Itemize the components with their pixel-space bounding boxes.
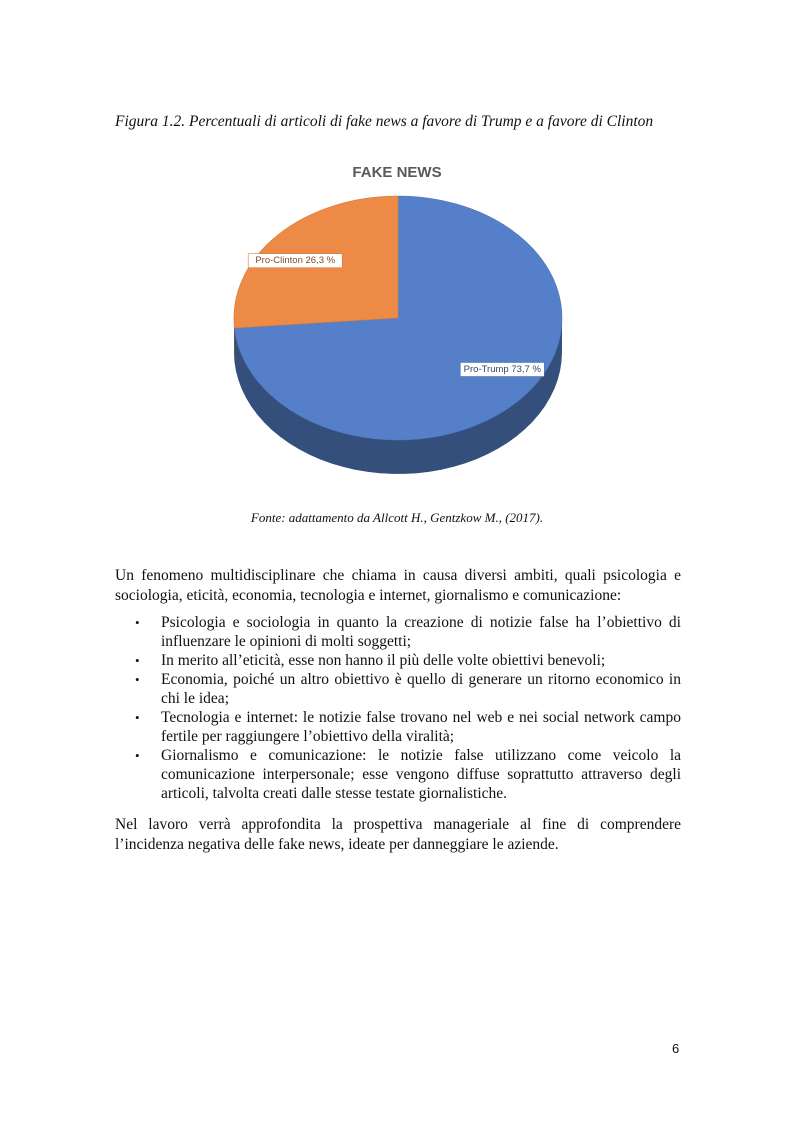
list-item: • Tecnologia e internet: le notizie false trovano nel web e nei social network campo fertile per raggiungere l’obiettivo della viralità; [135, 709, 681, 745]
bullet-icon: • [135, 615, 140, 630]
list-item: • In merito all’eticità, esse non hanno il più delle volte obiettivi benevoli; [135, 652, 606, 669]
data-label-pro-trump [460, 363, 544, 377]
list-item: • Economia, poiché un altro obiettivo è quello di generare un ritorno economico in chi le idea; [135, 671, 681, 707]
svg-text:Pro-Trump 73,7 %: Pro-Trump 73,7 % [463, 364, 541, 376]
bullet-icon: • [135, 672, 140, 687]
bullet-icon: • [135, 653, 140, 668]
data-label-pro-clinton [248, 254, 342, 268]
svg-text:Pro-Clinton 26,3 %: Pro-Clinton 26,3 % [255, 255, 336, 267]
figure-source: Fonte: adattamento da Allcott H., Gentzkow M., (2017). [250, 510, 544, 525]
bullet-icon: • [135, 748, 140, 763]
pie-chart [0, 0, 794, 520]
chart-title: FAKE NEWS [352, 164, 442, 181]
bullet-icon: • [135, 710, 140, 725]
closing-paragraph: Nel lavoro verrà approfondita la prospettiva manageriale al fine di comprendere l’incidenza negativa delle fake news, ideate per danneggiare le aziende. [115, 816, 681, 853]
page-number: 6 [672, 1041, 680, 1056]
list-item: • Giornalismo e comunicazione: le notizie false utilizzano come veicolo la comunicazione interpersonale; esse vengono diffuse soprattutto attraverso degli articoli, talvolta creati dalle stesse testate giornalistiche. [135, 747, 681, 802]
intro-paragraph: Un fenomeno multidisciplinare che chiama in causa diversi ambiti, quali psicologia e sociologia, eticità, economia, tecnologia e internet, giornalismo e comunicazione: [115, 567, 681, 604]
list-item: • Psicologia e sociologia in quanto la creazione di notizie false ha l’obiettivo di influenzare le opinioni di molti soggetti; [135, 614, 681, 650]
figure-caption: Figura 1.2. Percentuali di articoli di fake news a favore di Trump e a favore di Clinton [115, 113, 654, 130]
bullet-list [115, 613, 681, 803]
